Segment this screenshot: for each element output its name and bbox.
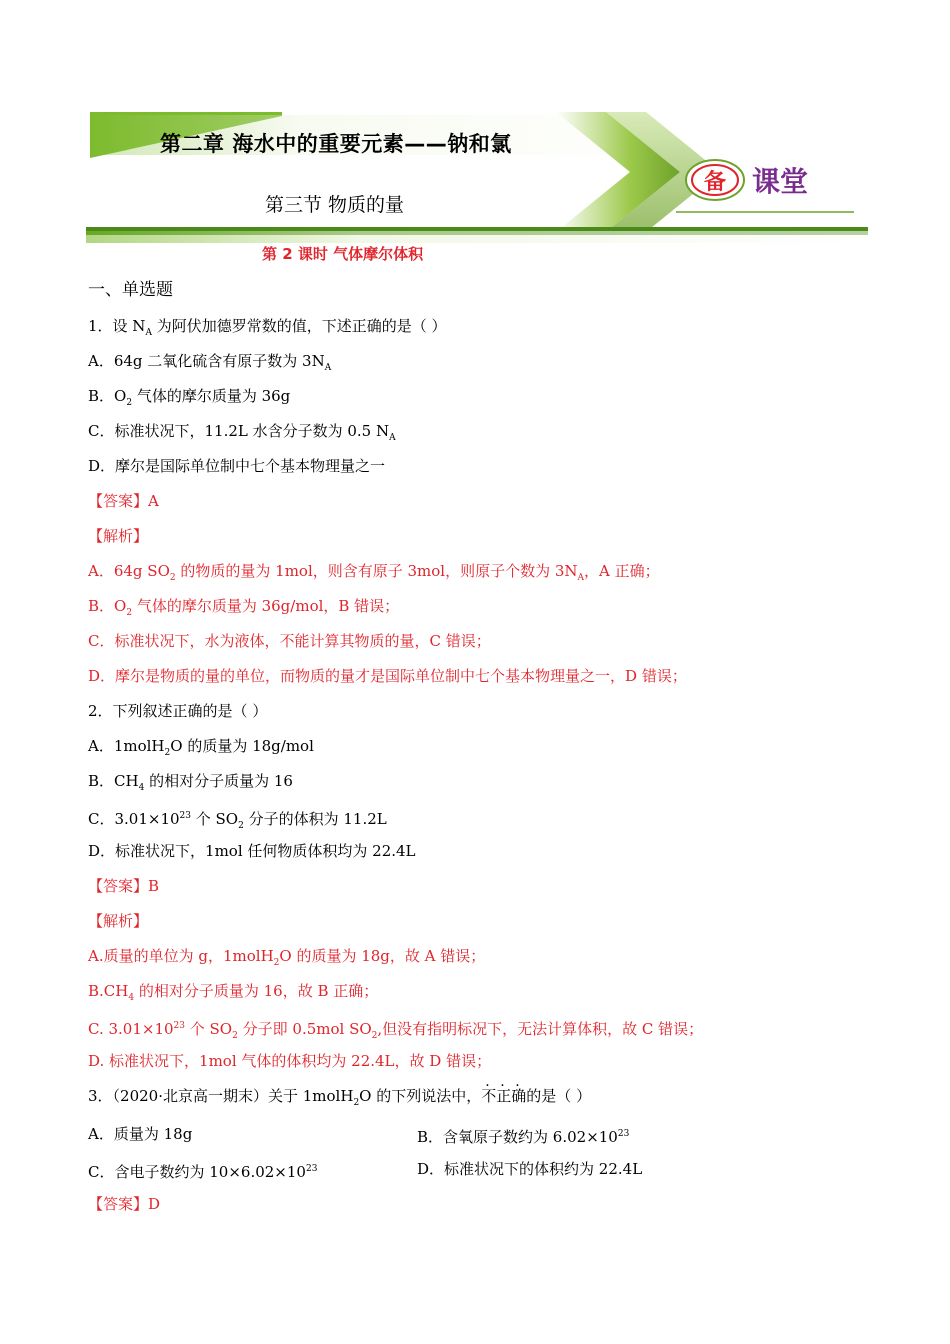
q1-answer: 【答案】A bbox=[88, 492, 159, 510]
q3-option-b: B．含氧原子数约为 $6.02\times 10^{23}$ bbox=[417, 1128, 630, 1146]
q3-option-c: C．含电子数约为 $10\times 6.02\times 10^{23}$ bbox=[88, 1163, 318, 1181]
q1-option-a: A．64g 二氧化硫含有原子数为 $3N_A$ bbox=[88, 352, 332, 373]
q2-option-b: B．$CH_4$ 的相对分子质量为 16 bbox=[88, 772, 293, 793]
emphasis-char: 正 bbox=[496, 1087, 512, 1105]
emphasis-char: 不 bbox=[481, 1087, 497, 1105]
q3-option-a: A．质量为 18g bbox=[88, 1125, 193, 1143]
q1-option-b: B．$O_2$ 气体的摩尔质量为 36g bbox=[88, 387, 291, 408]
q2-answer: 【答案】B bbox=[88, 877, 160, 895]
q2-stem: 2．下列叙述正确的是（ ） bbox=[88, 702, 268, 720]
q2-option-c: C．$3.01\times 10^{23}$ 个 $SO_2$ 分子的体积为 11.2L bbox=[88, 810, 387, 831]
logo-text: 课堂 bbox=[752, 165, 809, 198]
section-title: 第三节 物质的量 bbox=[265, 194, 405, 216]
chapter-title: 第二章 海水中的重要元素——钠和氯 bbox=[160, 132, 512, 156]
q1-explain-b: B．$O_2$ 气体的摩尔质量为 36g/mol，B 错误； bbox=[88, 597, 400, 618]
q2-explain-b: $B.CH_4$ 的相对分子质量为 16，故 B 正确； bbox=[88, 982, 379, 1003]
q1-explain-a: A．64g $SO_2$ 的物质的量为 1mol，则含有原子 3mol，则原子个数为 $3N_A$，A 正确； bbox=[88, 562, 660, 583]
lesson-title: 第 2 课时 气体摩尔体积 bbox=[262, 245, 424, 263]
part-heading: 一、单选题 bbox=[88, 280, 173, 300]
q2-explain-d: D. 标准状况下，1mol 气体的体积均为 22.4L，故 D 错误； bbox=[88, 1052, 492, 1070]
q3-stem: 3．（2020·北京高一期末）关于 1molH$_2$O 的下列说法中，不正确的是（ ） bbox=[88, 1087, 592, 1108]
q1-explain-d: D．摩尔是物质的量的单位，而物质的量才是国际单位制中七个基本物理量之一，D 错误； bbox=[88, 667, 687, 685]
q3-answer: 【答案】D bbox=[88, 1195, 161, 1213]
q1-stem: 1．设 $N_A$ 为阿伏加德罗常数的值，下述正确的是（ ） bbox=[88, 317, 447, 338]
q1-option-d: D．摩尔是国际单位制中七个基本物理量之一 bbox=[88, 457, 386, 475]
logo-icon bbox=[684, 158, 746, 202]
q1-analysis-label: 【解析】 bbox=[88, 527, 149, 545]
emphasis-char: 确 bbox=[511, 1087, 527, 1105]
q1-option-c: C．标准状况下，11.2L 水含分子数为 0.5 $N_A$ bbox=[88, 422, 396, 443]
q3-option-d: D．标准状况下的体积约为 22.4L bbox=[417, 1160, 643, 1178]
q2-explain-c: C. $3.01\times 10^{23}$ 个 $SO_2$ 分子即 0.5mol $SO_2$,但没有指明标况下，无法计算体积，故 C 错误； bbox=[88, 1020, 704, 1041]
q2-option-d: D．标准状况下，1mol 任何物质体积均为 22.4L bbox=[88, 842, 416, 860]
q2-explain-a: A.质量的单位为 g，1molH$_2$O 的质量为 18g，故 A 错误； bbox=[88, 947, 486, 968]
q2-analysis-label: 【解析】 bbox=[88, 912, 149, 930]
q1-explain-c: C．标准状况下，水为液体，不能计算其物质的量，C 错误； bbox=[88, 632, 491, 650]
q2-option-a: A．1molH$_2$O 的质量为 18g/mol bbox=[88, 737, 314, 758]
logo-char: 备 bbox=[703, 170, 727, 195]
